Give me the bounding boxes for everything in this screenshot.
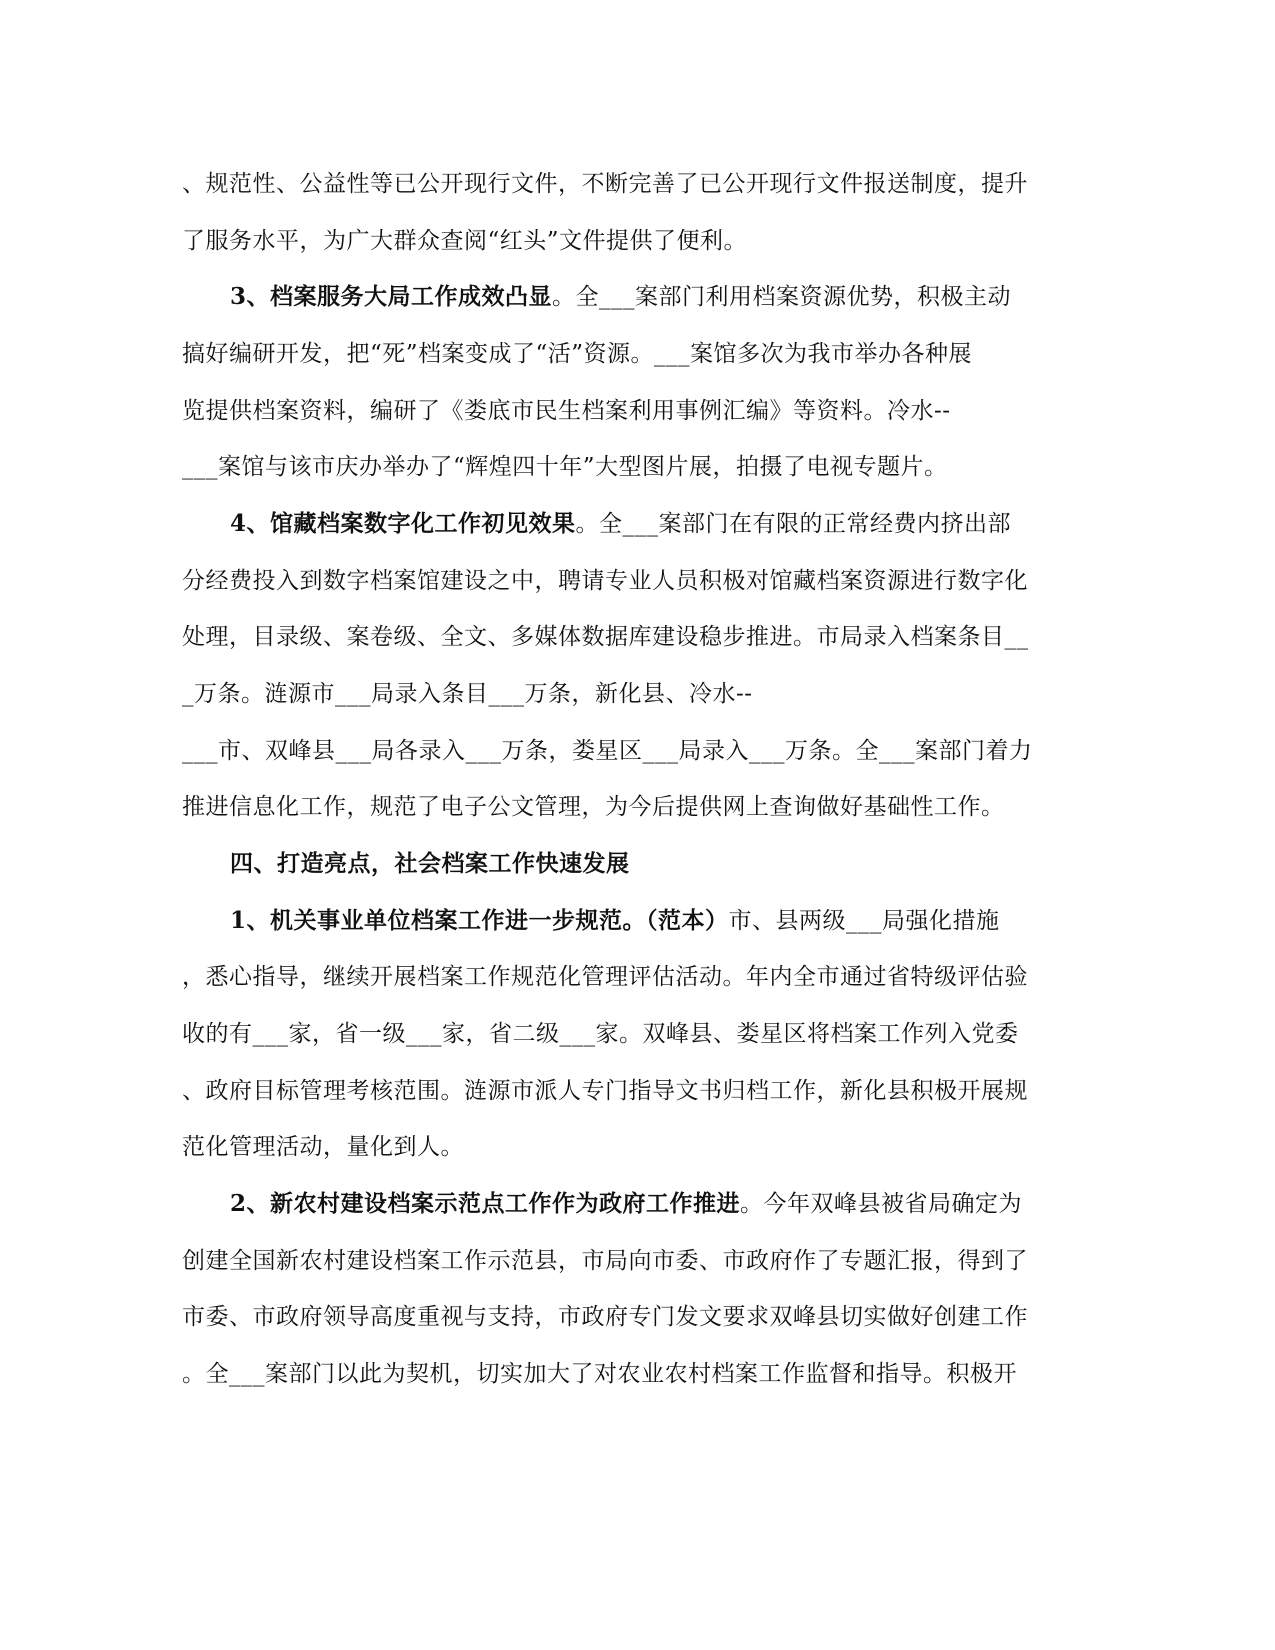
text-segment: 处理，目录级、案卷级、全文、多媒体数据库建设稳步推进。市局录入档案条目__ <box>182 624 1029 650</box>
text-segment: 分经费投入到数字档案馆建设之中，聘请专业人员积极对馆藏档案资源进行数字化 <box>182 568 1028 594</box>
text-segment: 范化管理活动，量化到人。 <box>182 1134 464 1160</box>
paragraph-line <box>182 957 1082 997</box>
text-segment: 市、县两级___局强化措施 <box>728 908 1000 934</box>
paragraph-line <box>230 504 1130 544</box>
chapter-heading-line <box>230 844 1130 884</box>
text-segment: 。全___案部门在有限的正常经费内挤出部 <box>575 511 1012 537</box>
paragraph-line <box>182 1354 1082 1394</box>
text-segment: ___案馆与该市庆办举办了“辉煌四十年”大型图片展，拍摄了电视专题片。 <box>182 454 948 480</box>
paragraph-line <box>230 277 1130 317</box>
text-segment: 市委、市政府领导高度重视与支持，市政府专门发文要求双峰县切实做好创建工作 <box>182 1304 1028 1330</box>
text-segment: 创建全国新农村建设档案工作示范县，市局向市委、市政府作了专题汇报，得到了 <box>182 1248 1028 1274</box>
text-segment: 推进信息化工作，规范了电子公文管理，为今后提供网上查询做好基础性工作。 <box>182 794 1005 820</box>
paragraph-line <box>182 334 1082 374</box>
text-segment: ，悉心指导，继续开展档案工作规范化管理评估活动。年内全市通过省特级评估验 <box>182 964 1028 990</box>
section-heading: 3、档案服务大局工作成效凸显 <box>230 283 553 310</box>
paragraph-line <box>182 1241 1082 1281</box>
text-segment: 收的有___家，省一级___家，省二级___家。双峰县、娄星区将档案工作列入党委 <box>182 1021 1019 1047</box>
text-segment: 搞好编研开发，把“死”档案变成了“活”资源。___案馆多次为我市举办各种展 <box>182 341 973 367</box>
paragraph-line <box>182 447 1082 487</box>
text-segment: ___市、双峰县___局各录入___万条，娄星区___局录入___万条。全___案部门着力 <box>182 738 1033 764</box>
text-segment: 览提供档案资料，编研了《娄底市民生档案利用事例汇编》等资料。冷水-- <box>182 398 951 424</box>
text-segment: _万条。涟源市___局录入条目___万条，新化县、冷水-- <box>182 681 753 707</box>
paragraph-line <box>182 731 1082 771</box>
paragraph-line <box>182 164 1082 204</box>
paragraph-line <box>182 1297 1082 1337</box>
chapter-heading: 四、打造亮点，社会档案工作快速发展 <box>230 850 630 877</box>
text-segment: 了服务水平，为广大群众查阅“红头”文件提供了便利。 <box>182 228 748 254</box>
paragraph-line <box>182 561 1082 601</box>
text-segment: 。今年双峰县被省局确定为 <box>740 1191 1023 1217</box>
paragraph-line <box>182 221 1082 261</box>
paragraph-line <box>182 1127 1082 1167</box>
paragraph-line <box>230 901 1130 941</box>
paragraph-line <box>230 1184 1130 1224</box>
text-segment: 。全___案部门利用档案资源优势，积极主动 <box>552 284 1012 310</box>
paragraph-line <box>182 1071 1082 1111</box>
section-heading: 4、馆藏档案数字化工作初见效果 <box>230 510 576 537</box>
section-heading: 1、机关事业单位档案工作进一步规范。（范本） <box>230 907 729 934</box>
paragraph-line <box>182 391 1082 431</box>
paragraph-line <box>182 787 1082 827</box>
section-heading: 2、新农村建设档案示范点工作作为政府工作推进 <box>230 1190 741 1217</box>
paragraph-line <box>182 617 1082 657</box>
text-segment: 、政府目标管理考核范围。涟源市派人专门指导文书归档工作，新化县积极开展规 <box>182 1078 1028 1104</box>
paragraph-line <box>182 1014 1082 1054</box>
text-segment: 。全___案部门以此为契机，切实加大了对农业农村档案工作监督和指导。积极开 <box>182 1361 1017 1387</box>
paragraph-line <box>182 674 1082 714</box>
text-segment: 、规范性、公益性等已公开现行文件，不断完善了已公开现行文件报送制度，提升 <box>182 171 1028 197</box>
